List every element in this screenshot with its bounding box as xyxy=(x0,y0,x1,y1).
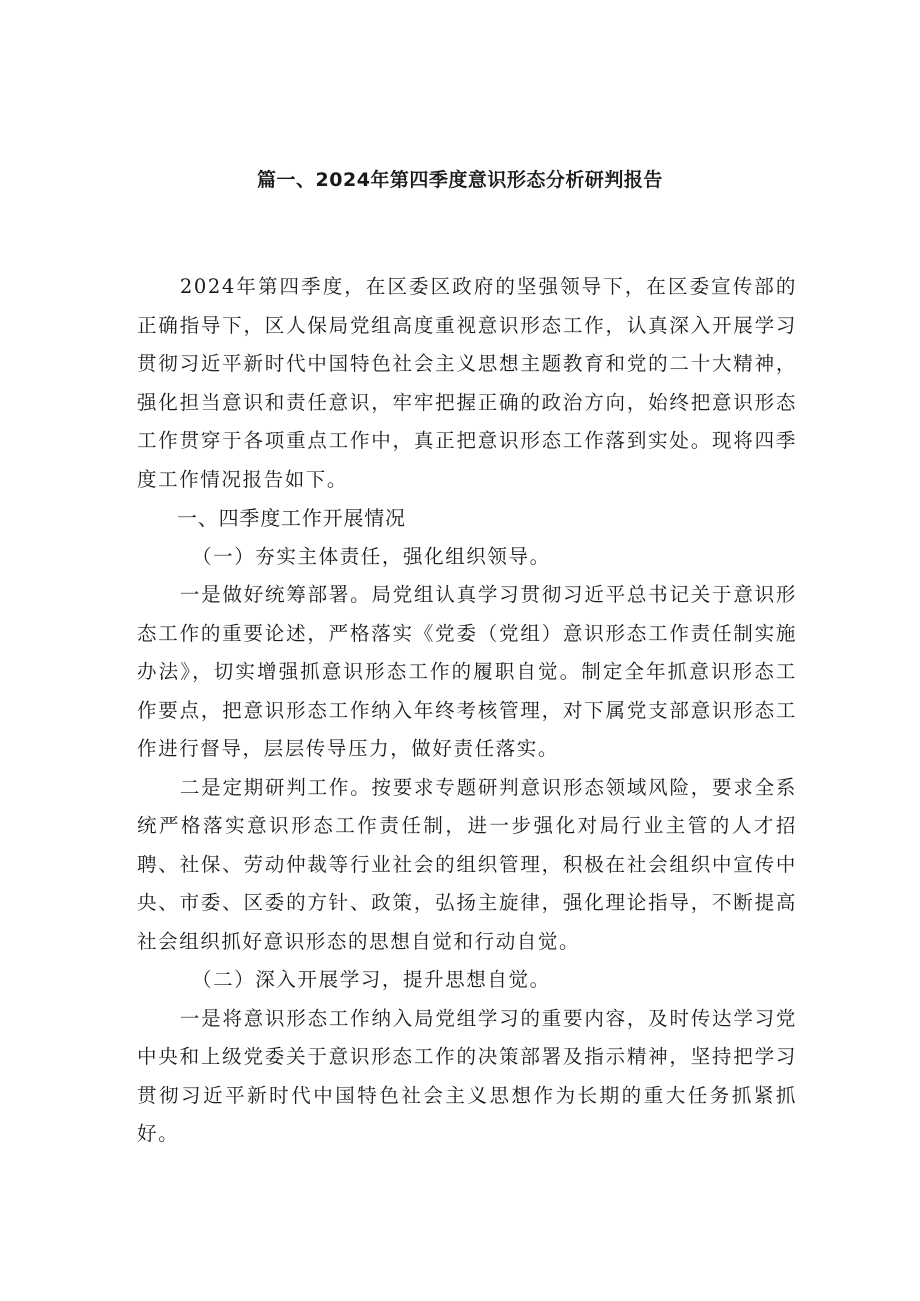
subsection-heading-1: （一）夯实主体责任，强化组织领导。 xyxy=(192,544,551,568)
document-body xyxy=(137,268,797,1154)
subsection-heading-2: （二）深入开展学习，提升思想自觉。 xyxy=(192,968,551,991)
subsection-1-paragraph-1: 一是做好统筹部署。局党组认真学习贯彻习近平总书记关于意识形态工作的重要论述，严格落实《党委（党组）意识形态工作责任制实施办法》，切实增强抓意识形态工作的履职自觉。制定全年抓意识形态工作要点，把意识形态工作纳入年终考核管理，对下属党支部意识形态工作进行督导，层层传导压力，做好责任落实。 xyxy=(137,583,797,760)
document-title: 篇一、2024年第四季度意识形态分析研判报告 xyxy=(257,169,663,191)
subsection-1-paragraph-2: 二是定期研判工作。按要求专题研判意识形态领域风险，要求全系统严格落实意识形态工作责任制，进一步强化对局行业主管的人才招聘、社保、劳动仲裁等行业社会的组织管理，积极在社会组织中宣传中央、市委、区委的方针、政策，弘扬主旋律，强化理论指导，不断提高社会组织抓好意识形态的思想自觉和行动自觉。 xyxy=(137,775,797,953)
section-heading-1: 一、四季度工作开展情况 xyxy=(177,506,406,530)
intro-paragraph: 2024年第四季度，在区委区政府的坚强领导下，在区委宣传部的正确指导下，区人保局党组高度重视意识形态工作，认真深入开展学习贯彻习近平新时代中国特色社会主义思想主题教育和党的二十大精神，强化担当意识和责任意识，牢牢把握正确的政治方向，始终把意识形态工作贯穿于各项重点工作中，真正把意识形态工作落到实处。现将四季度工作情况报告如下。 xyxy=(137,275,797,491)
subsection-2-paragraph-1: 一是将意识形态工作纳入局党组学习的重要内容，及时传达学习党中央和上级党委关于意识形态工作的决策部署及指示精神，坚持把学习贯彻习近平新时代中国特色社会主义思想作为长期的重大任务抓紧抓好。 xyxy=(137,1006,797,1145)
